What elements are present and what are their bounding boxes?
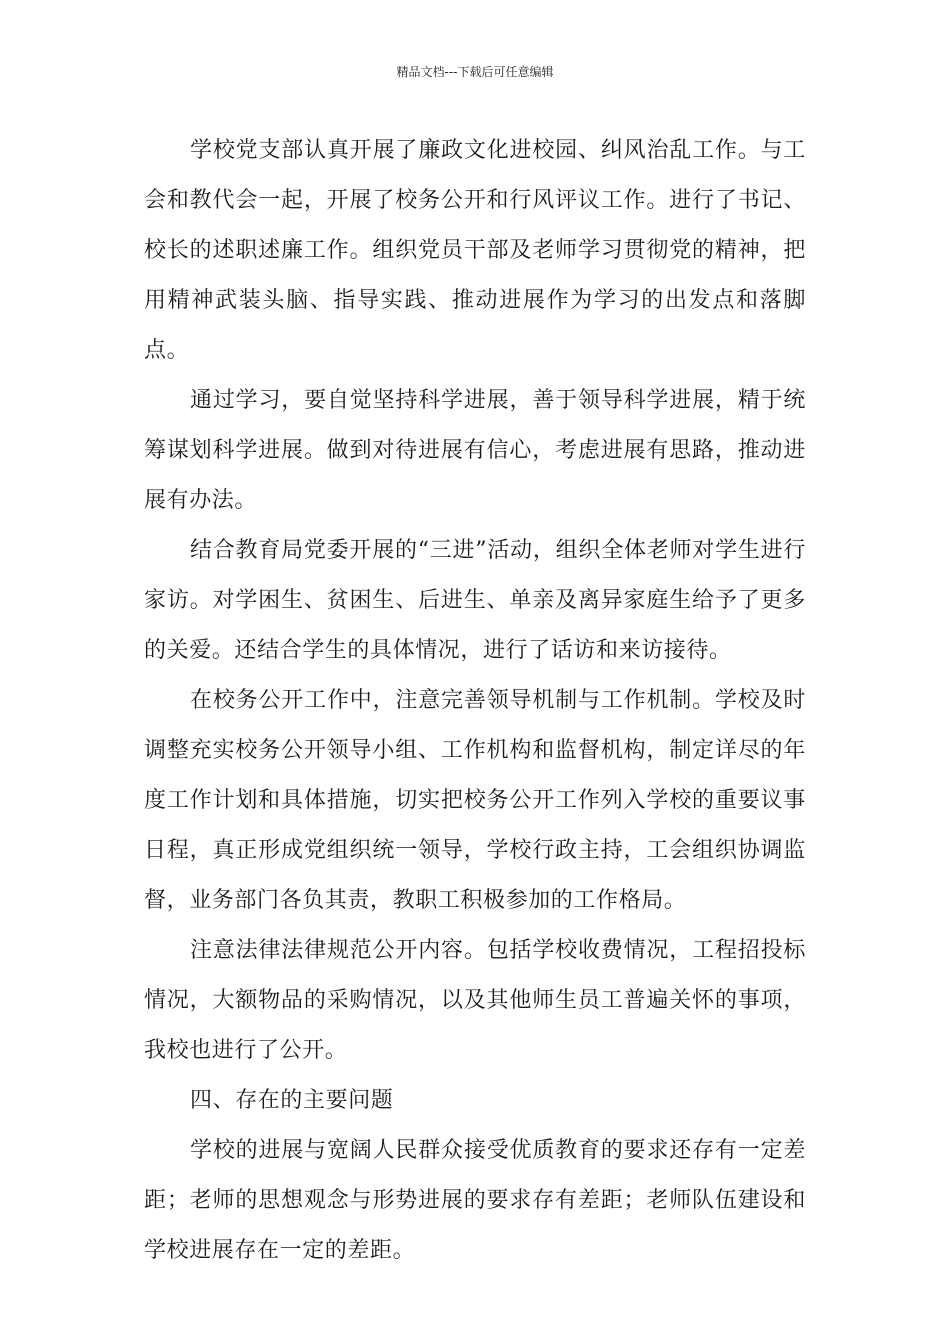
closing-paragraph: 学校的进展与宽阔人民群众接受优质教育的要求还存有一定差距；老师的思想观念与形势进展的要求存有差距；老师队伍建设和学校进展存在一定的差距。	[144, 1138, 806, 1263]
document-body	[144, 126, 806, 1276]
paragraph: 注意法律法律规范公开内容。包括学校收费情况，工程招投标情况，大额物品的采购情况，以及其他师生员工普遍关怀的事项，我校也进行了公开。	[144, 938, 806, 1063]
paragraph: 学校党支部认真开展了廉政文化进校园、纠风治乱工作。与工会和教代会一起，开展了校务公开和行风评议工作。进行了书记、校长的述职述廉工作。组织党员干部及老师学习贯彻党的精神，把用精神武装头脑、指导实践、推动进展作为学习的出发点和落脚点。	[144, 138, 806, 363]
paragraph: 通过学习，要自觉坚持科学进展，善于领导科学进展，精于统筹谋划科学进展。做到对待进展有信心，考虑进展有思路，推动进展有办法。	[144, 388, 806, 513]
paragraph: 结合教育局党委开展的“三进”活动，组织全体老师对学生进行家访。对学困生、贫困生、后进生、单亲及离异家庭生给予了更多的关爱。还结合学生的具体情况，进行了话访和来访接待。	[144, 538, 806, 663]
paragraph: 在校务公开工作中，注意完善领导机制与工作机制。学校及时调整充实校务公开领导小组、工作机构和监督机构，制定详尽的年度工作计划和具体措施，切实把校务公开工作列入学校的重要议事日程，真正形成党组织统一领导，学校行政主持，工会组织协调监督，业务部门各负其责，教职工积极参加的工作格局。	[144, 688, 806, 913]
section-heading: 四、存在的主要问题	[190, 1088, 394, 1113]
page-header: 精品文档---下载后可任意编辑	[396, 65, 554, 79]
